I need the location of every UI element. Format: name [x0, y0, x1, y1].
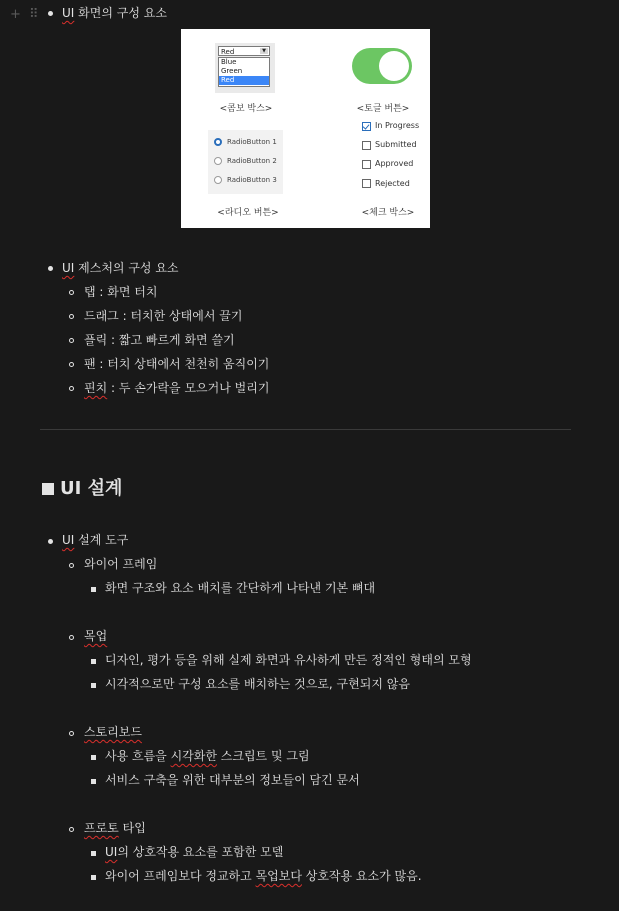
- square-icon: [42, 483, 54, 495]
- checkbox-label: Approved: [375, 159, 414, 168]
- radio-label: RadioButton 2: [227, 157, 277, 165]
- radio-label: RadioButton 3: [227, 176, 277, 184]
- gesture-item: 탭 : 화면 터치: [84, 285, 158, 299]
- section1-title: UI 화면의 구성 요소: [62, 6, 167, 20]
- checkbox-icon: [362, 179, 371, 188]
- block-drag-handle[interactable]: + ⠿: [10, 7, 41, 22]
- bullet: [69, 362, 74, 367]
- combo-caption: <콤보 박스>: [219, 104, 273, 114]
- bullet: [91, 659, 96, 664]
- tool-item: 디자인, 평가 등을 위해 실제 화면과 유사하게 만든 정적인 형태의 모형: [105, 653, 472, 667]
- radio-icon: [214, 176, 222, 184]
- combo-box-illustration: [215, 43, 275, 93]
- toggle-knob: [379, 51, 409, 81]
- radio-label: RadioButton 1: [227, 138, 277, 146]
- tool-title: 목업: [84, 629, 108, 643]
- bullet: [69, 827, 74, 832]
- tool-item: 시각적으로만 구성 요소를 배치하는 것으로, 구현되지 않음: [105, 677, 410, 691]
- combo-selected: Red ▼: [218, 46, 270, 56]
- section3-title: UI 설계 도구: [62, 533, 129, 547]
- gesture-item: 핀치 : 두 손가락을 모으거나 벌리기: [84, 381, 270, 395]
- divider: [40, 429, 571, 430]
- radio-icon-selected: [214, 138, 222, 146]
- toggle-caption: <토글 버튼>: [356, 104, 410, 114]
- tool-title: 프로토 타입: [84, 821, 146, 835]
- bullet: [91, 587, 96, 592]
- bullet: [48, 266, 53, 271]
- checkbox-label: In Progress: [375, 121, 420, 130]
- checkbox-label: Submitted: [375, 140, 417, 149]
- tool-title: 스토리보드: [84, 725, 142, 739]
- checkbox-label: Rejected: [375, 179, 410, 188]
- bullet: [69, 314, 74, 319]
- bullet: [69, 290, 74, 295]
- bullet: [69, 635, 74, 640]
- radio-caption: <라디오 버튼>: [217, 208, 279, 218]
- bullet: [48, 11, 53, 16]
- bullet: [69, 386, 74, 391]
- gesture-item: 플릭 : 짧고 빠르게 화면 쓸기: [84, 333, 235, 347]
- gesture-item: 드래그 : 터치한 상태에서 끌기: [84, 309, 243, 323]
- chevron-down-icon: ▼: [260, 48, 268, 54]
- checkbox-icon: [362, 160, 371, 169]
- bullet: [91, 875, 96, 880]
- combo-option: Blue: [221, 58, 237, 66]
- combo-options: [218, 57, 270, 87]
- bullet: [48, 539, 53, 544]
- checkbox-icon: [362, 141, 371, 150]
- tool-item: UI의 상호작용 요소를 포함한 모델: [105, 845, 284, 859]
- section2-title: UI 제스처의 구성 요소: [62, 261, 179, 275]
- toggle-illustration: [352, 48, 412, 84]
- tool-item: 사용 흐름을 시각화한 스크립트 및 그림: [105, 749, 310, 763]
- gesture-item: 팬 : 터치 상태에서 천천히 움직이기: [84, 357, 270, 371]
- radio-icon: [214, 157, 222, 165]
- bullet: [91, 779, 96, 784]
- section-heading: UI 설계: [42, 478, 122, 500]
- bullet: [91, 755, 96, 760]
- combo-option: Green: [221, 67, 243, 75]
- checkbox-checked-icon: [362, 122, 371, 131]
- tool-item: 와이어 프레임보다 정교하고 목업보다 상호작용 요소가 많음.: [105, 869, 422, 883]
- checkbox-caption: <체크 박스>: [361, 208, 415, 218]
- bullet: [69, 338, 74, 343]
- tool-title: 와이어 프레임: [84, 557, 158, 571]
- bullet: [69, 563, 74, 568]
- bullet: [91, 851, 96, 856]
- bullet: [69, 731, 74, 736]
- ui-components-image: [181, 29, 430, 228]
- bullet: [91, 683, 96, 688]
- tool-item: 화면 구조와 요소 배치를 간단하게 나타낸 기본 뼈대: [105, 581, 376, 595]
- combo-option-highlighted: Red: [219, 76, 269, 85]
- tool-item: 서비스 구축을 위한 대부분의 정보들이 담긴 문서: [105, 773, 360, 787]
- radio-illustration: [208, 130, 283, 194]
